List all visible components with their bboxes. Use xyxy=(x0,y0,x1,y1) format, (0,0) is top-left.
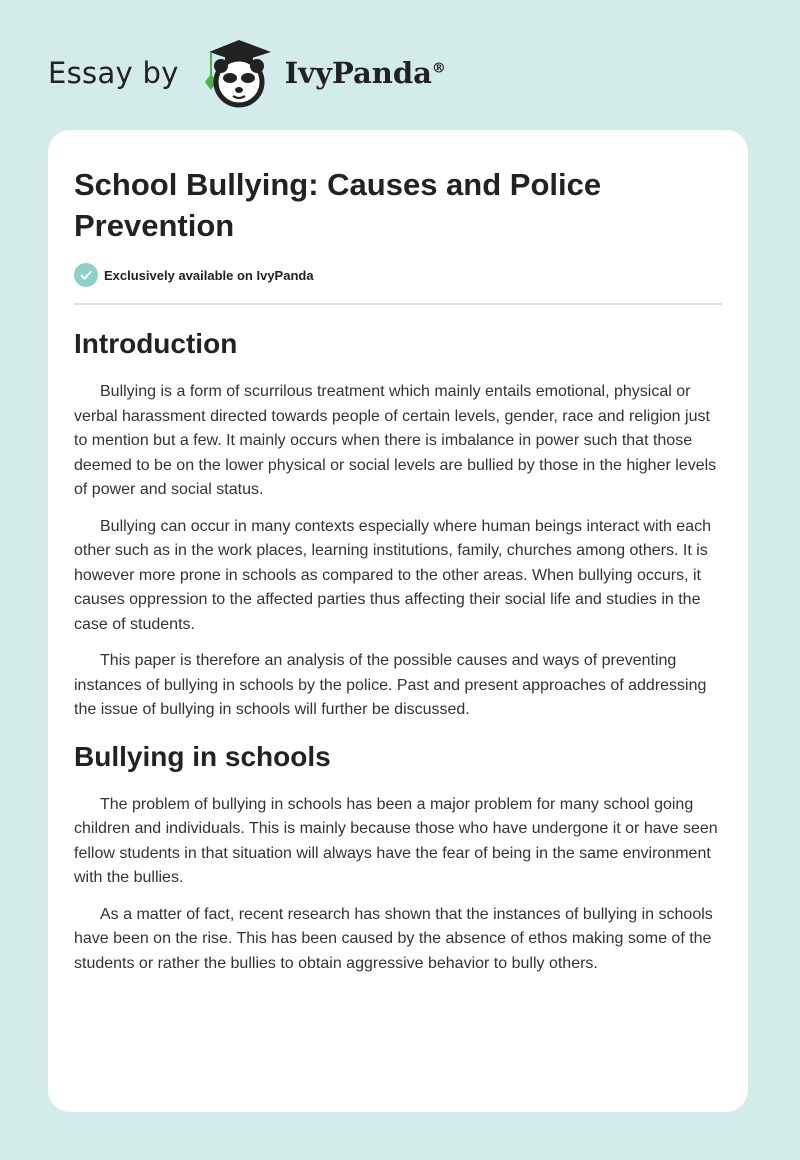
brand-text: IvyPanda xyxy=(284,56,432,90)
divider xyxy=(74,303,722,305)
essay-card xyxy=(48,130,748,1112)
paragraph: Bullying is a form of scurrilous treatment which mainly entails emotional, physical or verbal harassment directed towards people of certain levels, gender, race and religion just to mention but a few. It mainly occurs when there is imbalance in power such that those deemed to be on the lower physical or social levels are bullied by those in the higher levels of power and social status. xyxy=(74,383,717,498)
brand-name[interactable] xyxy=(285,56,446,90)
section-heading: Bullying in schools xyxy=(74,740,331,772)
badge-text: Exclusively available on IvyPanda xyxy=(104,267,314,283)
site-header xyxy=(48,38,446,108)
paragraph: As a matter of fact, recent research has shown that the instances of bullying in schools have been on the rise. This has been caused by the absence of ethos making some of the students or rather the bullies to obtain aggressive behavior to bully others. xyxy=(74,905,713,972)
paragraph: Bullying can occur in many contexts especially where human beings interact with each other such as in the work places, learning institutions, family, churches among others. It is however more prone in schools as compared to the other areas. When bullying occurs, it causes oppression to the affected parties thus affecting their social life and studies in the case of students. xyxy=(74,517,711,633)
page-title: School Bullying: Causes and Police Prevention xyxy=(74,167,602,243)
registered-mark: ® xyxy=(431,60,446,77)
essay-by-label: Essay by xyxy=(48,56,179,90)
ivypanda-logo-icon[interactable] xyxy=(197,38,281,108)
paragraph: The problem of bullying in schools has been a major problem for many school going children and individuals. This is mainly because those who have undergone it or have seen fellow students in that situation will always have the fear of being in the same environment with the bullies. xyxy=(74,795,718,886)
section-heading: Introduction xyxy=(74,328,238,359)
paragraph: This paper is therefore an analysis of the possible causes and ways of preventing instances of bullying in schools by the police. Past and present approaches of addressing the issue of bullying in schools will further be discussed. xyxy=(74,652,707,718)
exclusive-badge xyxy=(74,263,314,287)
article-content xyxy=(74,320,720,988)
check-icon xyxy=(74,263,98,287)
